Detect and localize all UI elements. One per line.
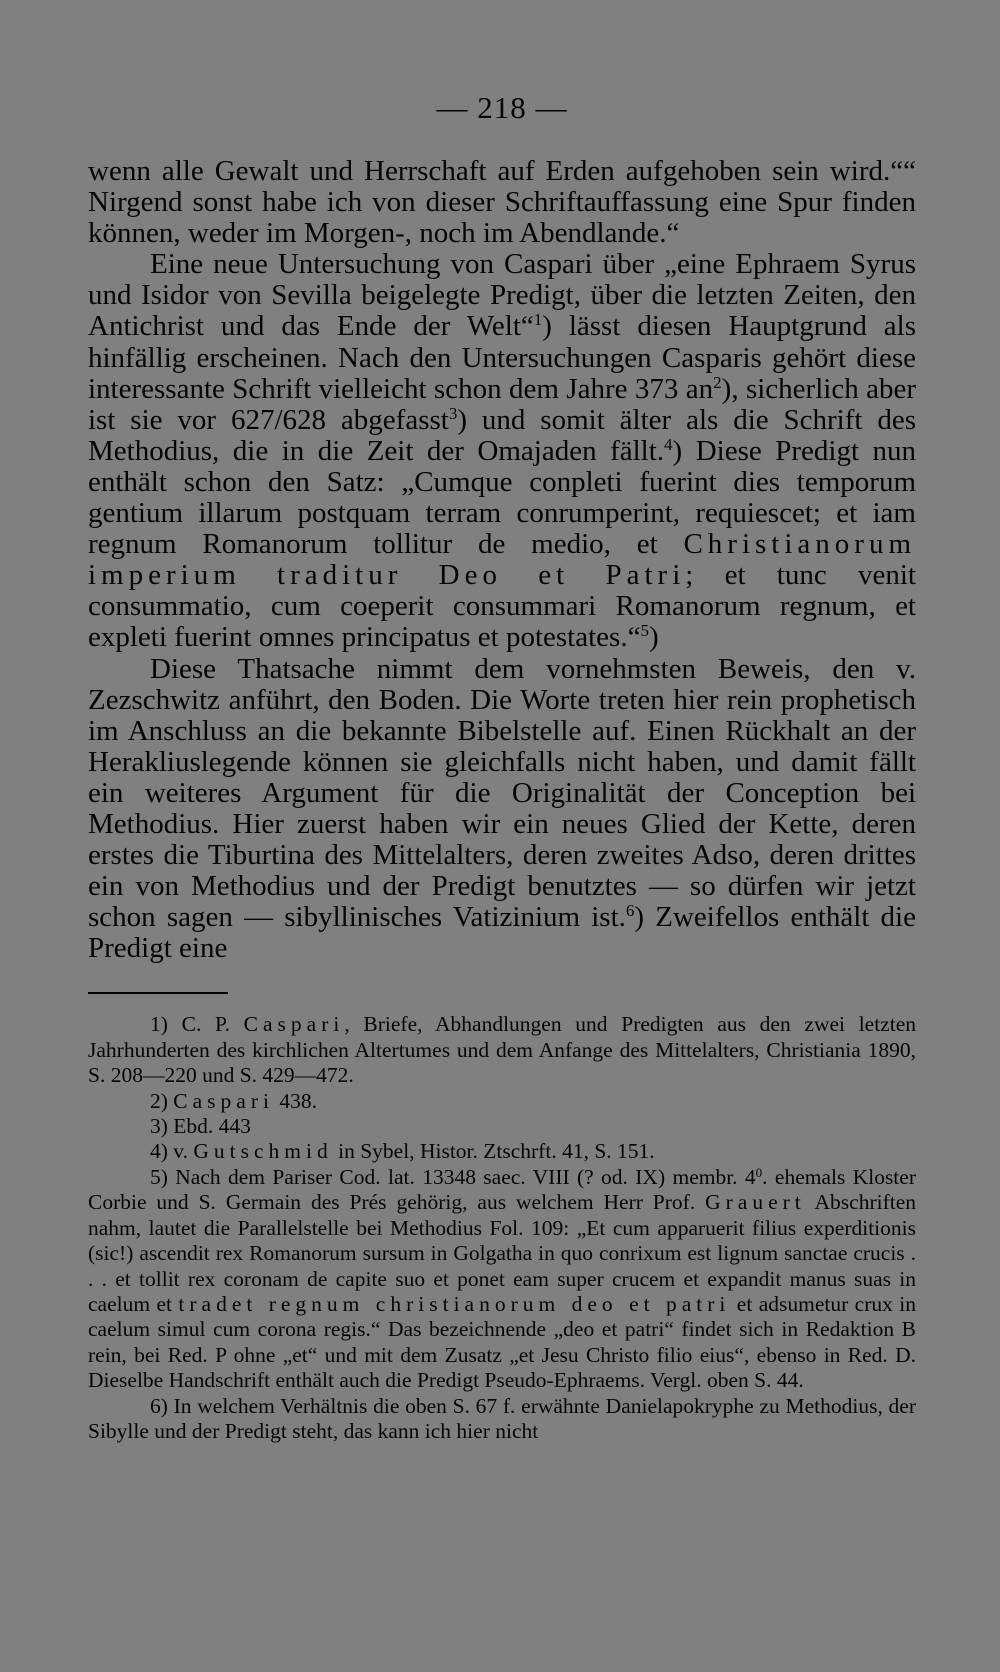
paragraph-2 (88, 249, 916, 653)
footnote-4-text: in Sybel, Histor. Ztschrft. 41, S. 151. (332, 1139, 655, 1164)
footnotes (88, 1012, 916, 1444)
footnote-1-number: 1) C. P. (150, 1012, 244, 1037)
footnote-2-author: Caspari (173, 1088, 274, 1113)
paragraph-2-text-c: ), sicherlich aber ist sie vor 627/628 abgefasst (88, 372, 916, 436)
footnote-3: 3) Ebd. 443 (150, 1114, 251, 1139)
paragraph-2-text-g: ) (648, 621, 659, 654)
footnote-ref-6: 6 (625, 901, 635, 921)
footnote-4 (88, 1139, 916, 1164)
footnote-4-number: 4) v. (150, 1139, 194, 1164)
paragraph-2-text-d: ) und somit älter als die Schrift des Methodius, die in die Zeit der Omajaden fällt. (88, 403, 917, 467)
footnote-5-name: Grauert (705, 1190, 806, 1215)
spaced-emphasis: Christianorum imperium traditur Deo et Patri (88, 528, 916, 592)
footnote-2-text: 438. (273, 1088, 317, 1113)
footnote-ref-3: 3 (448, 403, 458, 423)
footnote-1 (88, 1012, 916, 1088)
paragraph-1-text: wenn alle Gewalt und Herrschaft auf Erden aufgehoben sein wird.““ Nirgend sonst habe ich von dieser Schriftauffassung eine Spur finden können, weder im Morgen-, noch im Abendlande.“ (88, 155, 916, 250)
footnote-5 (88, 1165, 916, 1394)
footnote-2 (88, 1089, 916, 1114)
footnote-5-text-d: et adsumetur crux in caelum simul cum corona regis.“ Das bezeichnende „deo et patri“ findet sich in Redaktion B rein, bei Red. P ohne „et“ und mit dem Zusatz „et Jesu Christo filio eius“, ebenso in Red. D. Dieselbe Handschrift enthält auch die Predigt Pseudo-Ephraems. Vergl. oben S. 44. (88, 1291, 916, 1393)
footnote-5-text-a: 5) Nach dem Pariser Cod. lat. 13348 saec. VIII (? od. IX) membr. 4 (150, 1164, 756, 1189)
paragraph-3-text-b: ) Zweifellos enthält die Predigt eine (88, 901, 916, 965)
footnote-ref-2: 2 (713, 372, 722, 392)
footnote-2-number: 2) (150, 1088, 174, 1113)
footnote-ref-1: 1 (533, 310, 543, 330)
footnote-ref-5: 5 (640, 621, 649, 641)
footnote-5-text-b: . ehemals Kloster Corbie und S. Germain des Prés gehörig, aus welchem Herr Prof. (88, 1164, 916, 1215)
paragraph-2-text-e: ) Diese Predigt nun enthält schon den Satz: „Cumque conpleti fuerint dies temporum gentium illarum postquam terram conrumperint, requiescet; et iam regnum Romanorum tollitur de medio, et (88, 434, 916, 561)
book-page (88, 88, 916, 1444)
footnote-5-superscript: 0 (755, 1164, 763, 1180)
page-number: — 218 — (436, 90, 568, 125)
paragraph-3-text-a: Diese Thatsache nimmt dem vornehmsten Beweis, den v. Zezschwitz anführt, den Boden. Die Worte treten hier rein prophetisch im Anschluss an die bekannte Bibelstelle auf. Einen Rückhalt an der Herakliuslegende können sie gleichfalls nicht haben, und damit fällt ein weiteres Argument für die Originalität der Conception bei Methodius. Hier zuerst haben wir ein neues Glied der Kette, deren erstes die Tiburtina des Mittelalters, deren zweites Adso, deren drittes ein von Methodius und der Predigt benutztes — so dürfen wir jetzt schon sagen — sibyllinisches Vatizinium ist. (88, 652, 916, 934)
main-text (88, 156, 916, 964)
footnote-ref-4: 4 (664, 434, 673, 454)
footnote-5-spaced-emphasis: tradet regnum christianorum deo et patri (178, 1291, 731, 1316)
paragraph-2-text-a: Eine neue Untersuchung von Caspari über „eine Ephraem Syrus und Isidor von Sevilla beigelegte Predigt, über die letzten Zeiten, den Antichrist und das Ende der Welt“ (88, 248, 916, 343)
footnote-1-text: , Briefe, Abhandlungen und Predigten aus den zwei letzten Jahrhunderten des kirchlichen Altertumes und dem Anfange des Mittelalters, Christiania 1890, S. 208—220 und S. 429—472. (88, 1012, 916, 1088)
footnote-1-author: Caspari (243, 1012, 345, 1037)
footnote-4-author: Gutschmid (193, 1139, 333, 1164)
paragraph-2-text-f: ; et tunc venit consummatio, cum coeperit consummari Romanorum regnum, et expleti fuerint omnes principatus et potestates.“ (88, 559, 916, 654)
footnote-5-text-c: Abschriften nahm, lautet die Parallelstelle bei Methodius Fol. 109: „Et cum apparuerit filius experditionis (sic!) ascendit rex Romanorum sursum in Golgatha in quo conrixum est lignum sanctae crucis . . . et tollit rex coronam de capite suo et ponet eam super crucem et expandit manus suas in caelum et (88, 1190, 917, 1316)
paragraph-3 (88, 654, 916, 965)
paragraph-2-text-b: ) lässt diesen Hauptgrund als hinfällig erscheinen. Nach den Untersuchungen Casparis gehört diese interessante Schrift vielleicht schon dem Jahre 373 an (88, 310, 917, 405)
footnote-divider (88, 992, 228, 994)
paragraph-1 (88, 156, 916, 249)
footnote-6: 6) In welchem Verhältnis die oben S. 67 f. erwähnte Danielapokryphe zu Methodius, der Sibylle und der Predigt steht, das kann ich hier nicht (88, 1393, 916, 1443)
